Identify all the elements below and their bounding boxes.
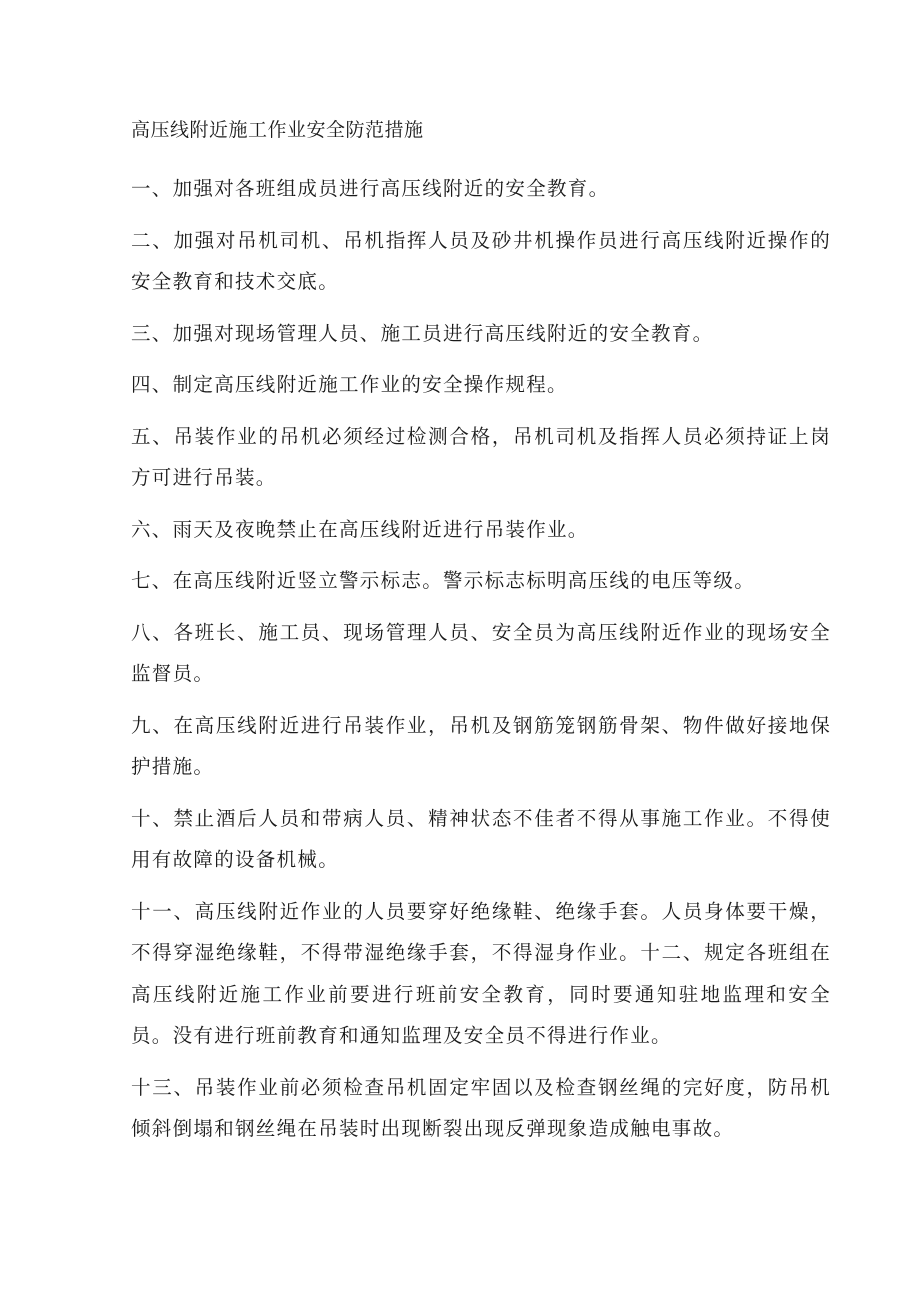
- paragraph-6: 六、雨天及夜晚禁止在高压线附近进行吊装作业。: [131, 517, 589, 541]
- paragraph-10: 十、禁止酒后人员和带病人员、精神状态不佳者不得从事施工作业。不得使用有故障的设备机械。: [131, 806, 831, 871]
- paragraph-1: 一、加强对各班组成员进行高压线附近的安全教育。: [131, 177, 610, 200]
- paragraph-9: 九、在高压线附近进行吊装作业，吊机及钢筋笼钢筋骨架、物件做好接地保护措施。: [131, 713, 831, 778]
- paragraph-5: 五、吊装作业的吊机必须经过检测合格，吊机司机及指挥人员必须持证上岗方可进行吊装。: [131, 424, 831, 489]
- document-body: [131, 116, 831, 1150]
- paragraph-11: 十一、高压线附近作业的人员要穿好绝缘鞋、绝缘手套。人员身体要干燥，不得穿湿绝缘鞋，不得带湿绝缘手套，不得湿身作业。十二、规定各班组在高压线附近施工作业前要进行班前安全教育，同时要通知驻地监理和安全员。没有进行班前教育和通知监理及安全员不得进行作业。: [131, 899, 831, 1047]
- paragraph-4: 四、制定高压线附近施工作业的安全操作规程。: [131, 373, 568, 396]
- paragraph-8: 八、各班长、施工员、现场管理人员、安全员为高压线附近作业的现场安全监督员。: [131, 620, 831, 685]
- paragraph-7: 七、在高压线附近竖立警示标志。警示标志标明高压线的电压等级。: [131, 569, 756, 592]
- paragraph-3: 三、加强对现场管理人员、施工员进行高压线附近的安全教育。: [131, 321, 714, 345]
- paragraph-13: 十三、吊装作业前必须检查吊机固定牢固以及检查钢丝绳的完好度，防吊机倾斜倒塌和钢丝绳在吊装时出现断裂出现反弹现象造成触电事故。: [131, 1075, 831, 1140]
- paragraph-2: 二、加强对吊机司机、吊机指挥人员及砂井机操作员进行高压线附近操作的安全教育和技术交底。: [131, 228, 831, 293]
- document-title: 高压线附近施工作业安全防范措施: [131, 119, 424, 141]
